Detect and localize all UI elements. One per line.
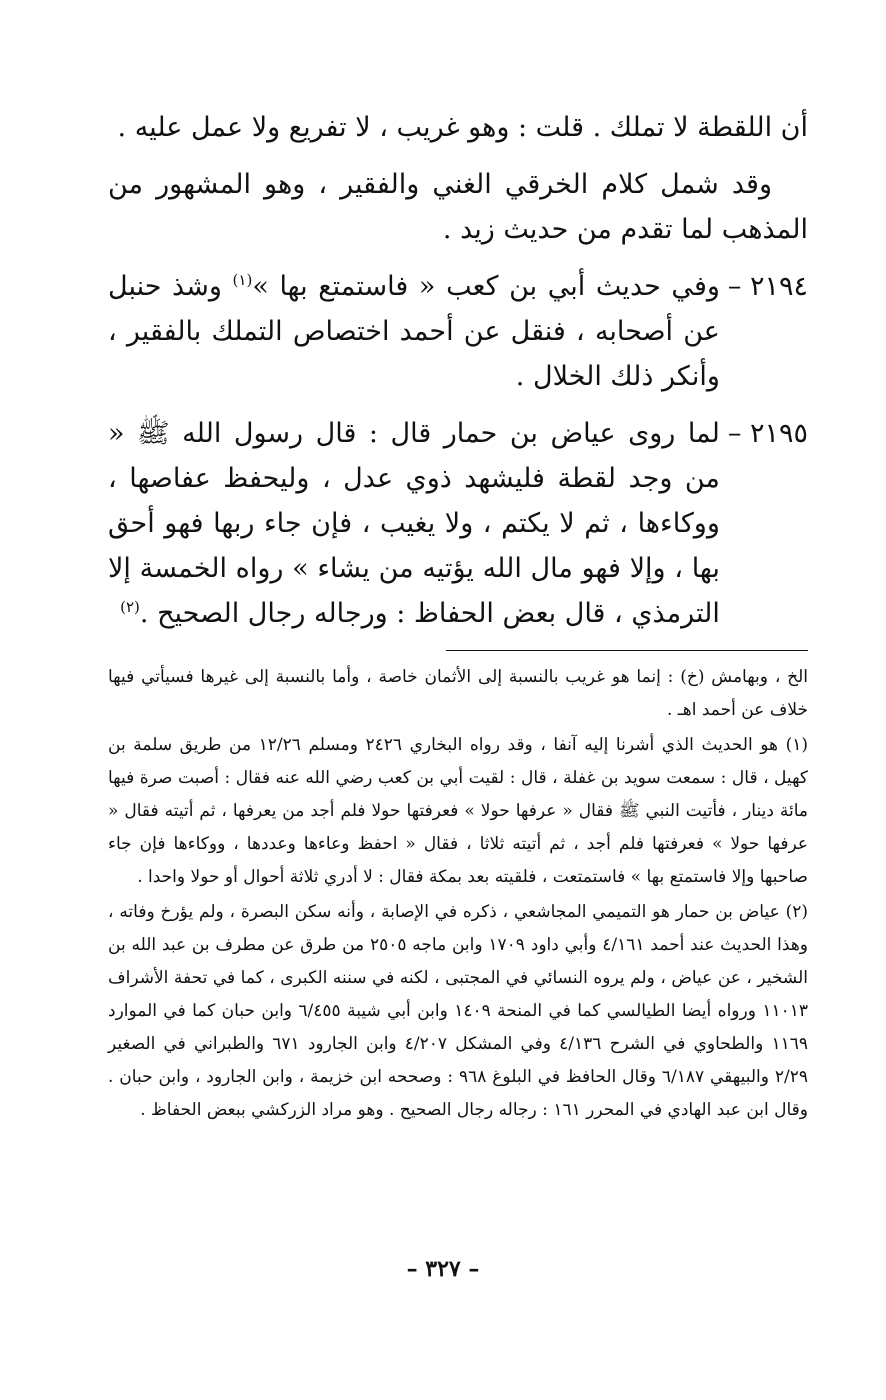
entry-2195: [108, 411, 808, 636]
footnote-ref-2[interactable]: (٢): [120, 598, 140, 616]
entry-2195-text: لما روى عياض بن حمار قال : قال رسول الله ﷺ « من وجد لقطة فليشهد ذوي عدل ، وليحفظ عفاصها ، ووكاءها ، ثم لا يكتم ، ولا يغيب ، فإن جاء ربها فهو أحق بها ، وإلا فهو مال الله يؤتيه من يشاء » رواه الخمسة إلا الترمذي ، قال بعض الحفاظ : ورجاله رجال الصحيح .: [108, 418, 720, 629]
footnote-divider: [446, 650, 808, 651]
page-number: – ٣٢٧ –: [406, 1256, 480, 1282]
footnote-1: (١) هو الحديث الذي أشرنا إليه آنفا ، وقد رواه البخاري ٢٤٢٦ ومسلم ١٢/٢٦ من طريق سلمة بن كهيل ، قال : سمعت سويد بن غفلة ، قال : لقيت أبي بن كعب رضي الله عنه فقال : أصبت صرة فيها مائة دينار ، فأتيت النبي ﷺ فقال « عرفها حولا » فعرفتها حولا فلم أجد من يعرفها ، ثم أتيته فقال « عرفها حولا » فعرفتها فلم أجد ، ثم أتيته ثلاثا ، فقال « احفظ وعاءها وعددها ، ووكاءها فإن جاء صاحبها وإلا فاستمتع بها » فاستمتعت ، فلقيته بعد بمكة فقال : لا أدري ثلاثة أحوال أو حولا واحدا .: [108, 735, 808, 887]
entry-number-2195: ٢١٩٥ –: [727, 418, 808, 449]
entry-2194: [108, 264, 808, 399]
entry-text-2195: [108, 411, 720, 636]
entry-2194-text-after: وشذ حنبل عن أصحابه ، فنقل عن أحمد اختصاص التملك بالفقير ، وأنكر ذلك الخلال .: [108, 271, 720, 392]
entry-text-2194: [108, 264, 720, 399]
entry-number-2194: ٢١٩٤ –: [727, 271, 808, 302]
paragraph-2: وقد شمل كلام الخرقي الغني والفقير ، وهو المشهور من المذهب لما تقدم من حديث زيد .: [108, 169, 808, 245]
page-content: [108, 105, 808, 1129]
footnote-ref-1[interactable]: (١): [232, 271, 253, 289]
footnotes: [108, 661, 808, 1127]
entry-2194-text-before: وفي حديث أبي بن كعب « فاستمتع بها »: [252, 271, 720, 302]
main-text: [108, 105, 808, 636]
paragraph-1: أن اللقطة لا تملك . قلت : وهو غريب ، لا تفريع ولا عمل عليه .: [117, 112, 808, 143]
footnote-continuation: الخ ، وبهامش (خ) : إنما هو غريب بالنسبة إلى الأثمان خاصة ، وأما بالنسبة إلى غيرها فسيأتي فيها خلاف عن أحمد اهـ .: [108, 667, 808, 720]
footnote-2: (٢) عياض بن حمار هو التميمي المجاشعي ، ذكره في الإصابة ، وأنه سكن البصرة ، ولم يؤرخ وفاته ، وهذا الحديث عند أحمد ٤/١٦١ وأبي داود ١٧٠٩ وابن ماجه ٢٥٠٥ من طرق عن مطرف بن عبد الله بن الشخير ، عن عياض ، ولم يروه النسائي في المجتبى ، لكنه في سننه الكبرى ، كما في تحفة الأشراف ١١٠١٣ ورواه أيضا الطيالسي كما في المنحة ١٤٠٩ وابن أبي شيبة ٦/٤٥٥ وابن حبان كما في الموارد ١١٦٩ والطحاوي في الشرح ٤/١٣٦ وفي المشكل ٤/٢٠٧ وابن الجارود ٦٧١ والطبراني في الصغير ٢/٢٩ والبيهقي ٦/١٨٧ وقال الحافظ في البلوغ ٩٦٨ : وصححه ابن خزيمة ، وابن الجارود ، وابن حبان . وقال ابن عبد الهادي في المحرر ١٦١ : رجاله رجال الصحيح . وهو مراد الزركشي ببعض الحفاظ .: [108, 902, 809, 1120]
